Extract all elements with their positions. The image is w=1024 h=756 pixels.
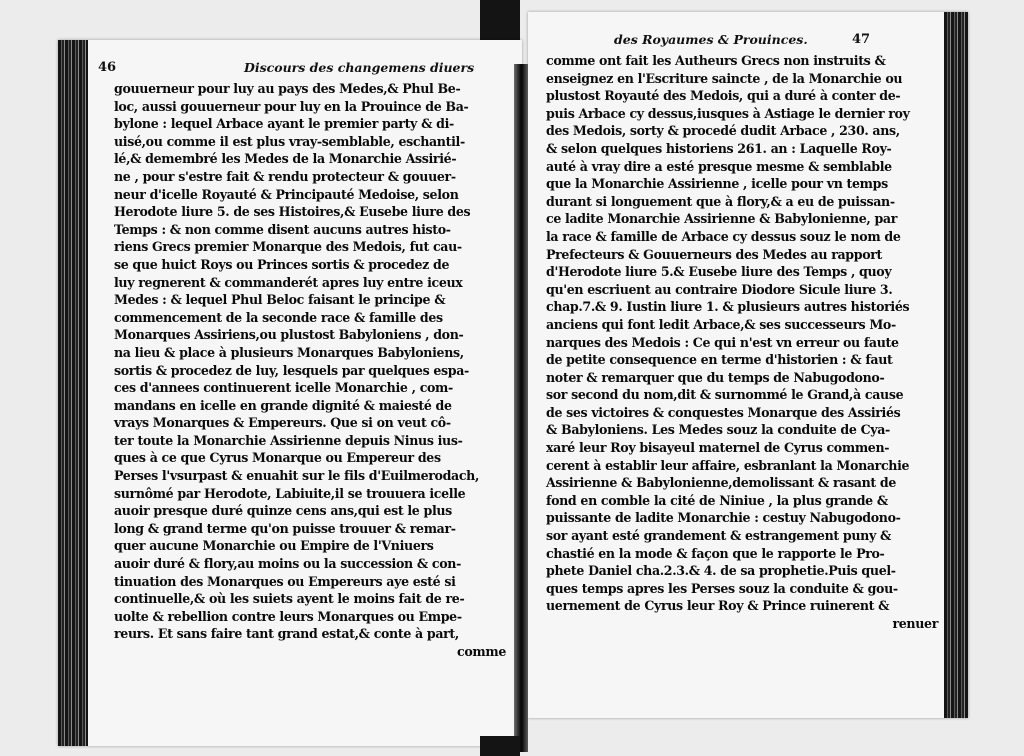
text-line: Medes : & lequel Phul Beloc faisant le principe & xyxy=(114,292,446,308)
text-line: uolte & rebellion contre leurs Monarques ou Empe- xyxy=(114,608,462,624)
text-line: ne , pour s'estre fait & rendu protecteur & gouuer- xyxy=(114,168,456,184)
right-text-block xyxy=(546,52,938,633)
text-line: durant si longuement que à flory,& a eu de puissan- xyxy=(546,193,895,209)
text-line: narques des Medois : Ce qui n'est vn erreur ou faute xyxy=(546,334,899,350)
text-line: chap.7.& 9. Iustin liure 1. & plusieurs autres historiés xyxy=(546,299,910,315)
text-line: mandans en icelle en grande dignité & maiesté de xyxy=(114,397,452,413)
text-line: neur d'icelle Royauté & Principauté Medoise, selon xyxy=(114,186,459,202)
catchword: comme xyxy=(457,644,506,659)
text-line: gouuerneur pour luy au pays des Medes,& Phul Be- xyxy=(114,81,461,96)
left-page xyxy=(58,40,522,746)
text-line: Monarques Assiriens,ou plustost Babyloniens , don- xyxy=(114,327,464,343)
text-line: puis Arbace cy dessus,iusques à Astiage le dernier roy xyxy=(546,105,910,121)
right-page xyxy=(528,12,968,718)
text-line: na lieu & place à plusieurs Monarques Babyloniens, xyxy=(114,344,464,360)
text-line: auoir duré & flory,au moins ou la succession & con- xyxy=(114,556,461,572)
open-book xyxy=(58,12,970,752)
text-line: ter toute la Monarchie Assirienne depuis Ninus ius- xyxy=(114,432,463,448)
text-line: auoir presque duré quinze cens ans,qui est le plus xyxy=(114,503,452,519)
text-line: sor second du nom,dit & surnommé le Grand,à cause xyxy=(546,387,904,403)
text-line: continuelle,& où les suiets ayent le moins fait de re- xyxy=(114,591,465,607)
text-line: ce ladite Monarchie Assirienne & Babylonienne, par xyxy=(546,211,898,227)
text-line: sortis & procedez de luy, lesquels par quelques espa- xyxy=(114,362,469,378)
text-line: bylone : lequel Arbace ayant le premier party & di- xyxy=(114,116,454,132)
text-line: luy regnerent & commanderét apres luy entre iceux xyxy=(114,274,463,290)
text-line: Temps : & non comme disent aucuns autres histo- xyxy=(114,221,451,237)
text-line: ces d'annees continuerent icelle Monarchie , com- xyxy=(114,380,453,396)
text-line: noter & remarquer que du temps de Nabugodono- xyxy=(546,369,885,385)
book-gutter xyxy=(514,64,528,752)
text-line: ques temps apres les Perses souz la conduite & gou- xyxy=(546,580,898,596)
text-line: des Medois, sorty & procedé dudit Arbace , 230. ans, xyxy=(546,123,900,139)
running-head-right: des Royaumes & Prouinces. xyxy=(614,32,808,47)
text-line: Assirienne & Babylonienne,demolissant & rasant de xyxy=(546,475,897,491)
text-line: qu'en escriuent au contraire Diodore Sicule liure 3. xyxy=(546,281,893,297)
text-line: la race & famille de Arbace cy dessus souz le nom de xyxy=(546,228,901,244)
text-line: plustost Royauté des Medois, qui a duré à conter de- xyxy=(546,88,901,104)
text-line: xaré leur Roy bisayeul maternel de Cyrus commen- xyxy=(546,440,890,456)
text-line: enseignez en l'Escriture saincte , de la Monarchie ou xyxy=(546,70,903,86)
text-line: chastié en la mode & façon que le rapporte le Pro- xyxy=(546,545,885,561)
text-line: ques à ce que Cyrus Monarque ou Empereur des xyxy=(114,450,441,466)
text-line: d'Herodote liure 5.& Eusebe liure des Temps , quoy xyxy=(546,264,892,280)
text-line: lé,& demembré les Medes de la Monarchie Assirié- xyxy=(114,151,457,167)
text-line: anciens qui font ledit Arbace,& ses successeurs Mo- xyxy=(546,316,896,332)
text-line: long & grand terme qu'on puisse trouuer & remar- xyxy=(114,520,456,536)
text-line: de ses victoires & conquestes Monarque des Assiriés xyxy=(546,404,901,420)
text-line: se que huict Roys ou Princes sortis & procedez de xyxy=(114,256,450,272)
text-line: Perses l'vsurpast & enuahit sur le fils d'Euilmerodach, xyxy=(114,468,480,484)
text-line: Prefecteurs & Gouuerneurs des Medes au rapport xyxy=(546,246,883,262)
text-line: reurs. Et sans faire tant grand estat,& conte à part, xyxy=(114,626,459,642)
text-line: que la Monarchie Assirienne , icelle pour vn temps xyxy=(546,176,888,192)
left-page-edge xyxy=(58,40,88,746)
text-line: de petite consequence en terme d'historien : & faut xyxy=(546,352,893,368)
text-line: phete Daniel cha.2.3.& 4. de sa prophetie.Puis quel- xyxy=(546,563,896,579)
text-line: Herodote liure 5. de ses Histoires,& Eusebe liure des xyxy=(114,204,471,220)
text-line: vrays Monarques & Empereurs. Que si on veut cô- xyxy=(114,415,451,431)
text-line: sor ayant esté grandement & estrangement puny & xyxy=(546,528,891,544)
text-line: fond en comble la cité de Niniue , la plus grande & xyxy=(546,492,888,508)
text-line: uernement de Cyrus leur Roy & Prince ruinerent & xyxy=(546,598,890,614)
text-line: loc, aussi gouuerneur pour luy en la Prouince de Ba- xyxy=(114,98,469,114)
page-number-left: 46 xyxy=(98,60,117,75)
text-line: comme ont fait les Autheurs Grecs non instruits & xyxy=(546,53,886,68)
binding-strap-bottom xyxy=(480,736,520,756)
text-line: puissante de ladite Monarchie : cestuy Nabugodono- xyxy=(546,510,901,526)
right-page-edge xyxy=(944,12,968,718)
text-line: & Babyloniens. Les Medes souz la conduite de Cya- xyxy=(546,422,890,438)
text-line: tinuation des Monarques ou Empereurs aye esté si xyxy=(114,573,456,589)
text-line: quer aucune Monarchie ou Empire de l'Vniuers xyxy=(114,538,434,554)
text-line: cerent à establir leur affaire, esbranlant la Monarchie xyxy=(546,457,910,473)
text-line: & selon quelques historiens 261. an : Laquelle Roy- xyxy=(546,140,892,156)
text-line: auté à vray dire a esté presque mesme & semblable xyxy=(546,158,892,174)
catchword: renuer xyxy=(892,616,938,631)
left-text-block xyxy=(114,80,506,661)
running-head-left: Discours des changemens diuers xyxy=(244,60,475,75)
page-number-right: 47 xyxy=(852,32,871,47)
text-line: uisé,ou comme il est plus vray-semblable, eschantil- xyxy=(114,133,465,149)
text-line: surnômé par Herodote, Labiuite,il se trouuera icelle xyxy=(114,485,466,501)
text-line: commencement de la seconde race & famille des xyxy=(114,309,443,325)
text-line: riens Grecs premier Monarque des Medois, fut cau- xyxy=(114,239,462,255)
